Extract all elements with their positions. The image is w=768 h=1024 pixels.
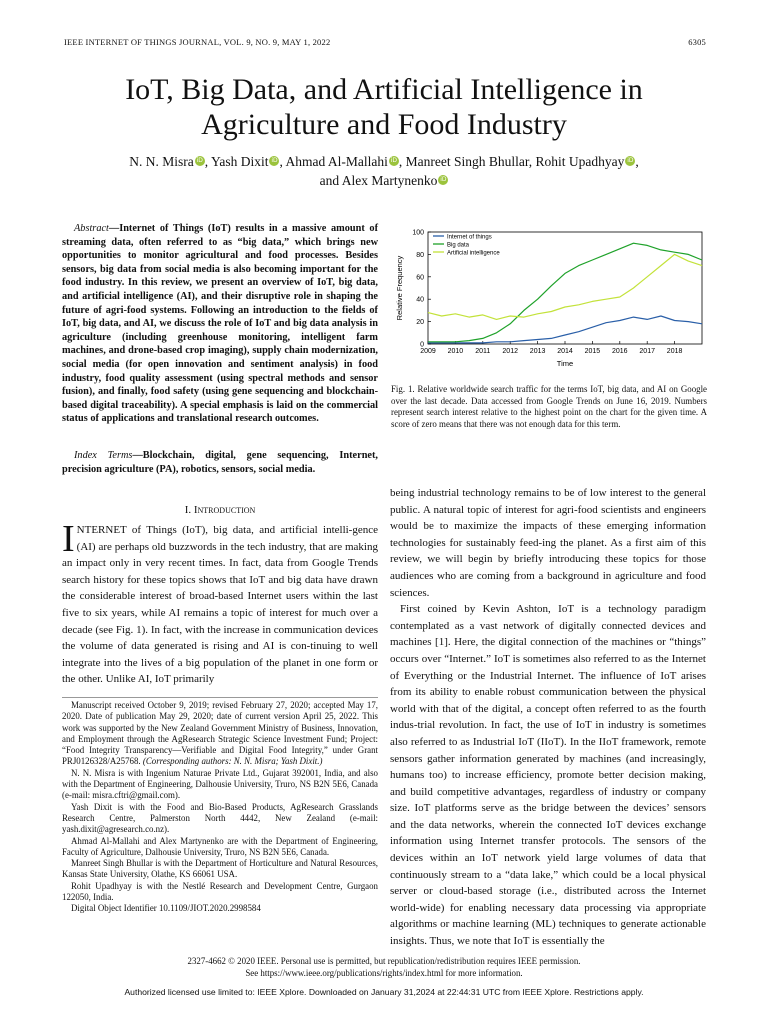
- footnote-corresponding: (Corresponding authors: N. N. Misra; Yash Dixit.): [142, 756, 323, 767]
- x-tick-label: 2018: [666, 348, 683, 355]
- right-column-text: [390, 485, 706, 950]
- footnote-affiliation: Manreet Singh Bhullar is with the Department of Horticulture and Natural Resources, Kansas State University, Olathe, KS 66061 USA.: [62, 858, 378, 880]
- chart-legend: [433, 234, 500, 256]
- section-number: I.: [184, 504, 192, 516]
- chart-axes: [395, 230, 702, 369]
- legend-label: Artificial intelligence: [447, 250, 500, 257]
- orcid-icon[interactable]: iD: [440, 176, 447, 183]
- copyright-line-1: 2327-4662 © 2020 IEEE. Personal use is permitted, but republication/redistribution requires IEEE permission.: [187, 956, 581, 966]
- x-tick-label: 2013: [529, 348, 546, 355]
- orcid-icon[interactable]: iD: [390, 157, 397, 164]
- author-name: Rohit Upadhyay: [535, 154, 625, 169]
- footnote-affiliation: Rohit Upadhyay is with the Nestlé Research and Development Centre, Gurgaon 122050, India.: [62, 880, 378, 903]
- abstract: [62, 222, 378, 426]
- y-tick-label: 100: [412, 229, 424, 237]
- author-name: Manreet Singh Bhullar: [405, 154, 529, 169]
- orcid-icon[interactable]: iD: [627, 157, 634, 164]
- copyright-notice: [0, 955, 768, 979]
- x-tick-label: 2011: [475, 348, 491, 355]
- figure-1-chart: [390, 220, 708, 380]
- intro-text: NTERNET of Things (IoT), big data, and artificial intelli-gence (AI) are perhaps old buzzwords in the tech industry, that are making an impact only in very recent times. In fact, data from Google Trends search history for these topics shows that IoT and big data have drawn the considerable interest of broad-based Internet users within the last five to six years, while AI remains a topic of interest for much over a decade (see Fig. 1). In fact, with the increase in communication devices the volume of data generated is rising and AI is con-tinuing to well integrate into the lives of a big population of the planet in one form or the other. Unlike AI, IoT primarily: [62, 524, 378, 686]
- index-terms-label: Index Terms: [74, 450, 133, 461]
- page-number: 6305: [688, 37, 706, 47]
- legend-label: Big data: [447, 242, 470, 249]
- orcid-icon[interactable]: iD: [271, 157, 278, 164]
- x-tick-label: 2010: [447, 348, 464, 355]
- footnote-affiliation: Ahmad Al-Mallahi and Alex Martynenko are with the Department of Engineering, Faculty of Agriculture, Dalhousie University, Truro, NS B2N 5E6, Canada.: [62, 835, 378, 857]
- footnotes: [62, 700, 378, 915]
- orcid-icon[interactable]: iD: [196, 157, 203, 164]
- y-tick-label: 20: [416, 319, 424, 327]
- series-line: [428, 254, 702, 319]
- footnote-manuscript: Manuscript received October 9, 2019; revised February 27, 2020; accepted May 17, 2020. Date of publication May 29, 2020; date of current version April 25, 2022. This work was supported by the New Zealand Government Ministry of Business, Innovation, and Employment through the AgResearch Strategic Science Investment Fund; Project: “Food Integrity Transparency—Verifiable and Digital Food Integrity,” under Grant PRJ0126328/A25768.: [62, 700, 378, 767]
- author-name: Ahmad Al-Mallahi: [285, 154, 388, 169]
- y-tick-label: 80: [416, 251, 424, 259]
- y-tick-label: 60: [416, 274, 424, 282]
- series-line: [428, 316, 702, 343]
- chart-series: [428, 243, 702, 343]
- footnote-affiliation: Yash Dixit is with the Food and Bio-Based Products, AgResearch Grasslands Research Centre, Palmerston North 4442, New Zealand (e-mail: yash.dixit@agresearch.co.nz).: [62, 801, 378, 835]
- license-notice: Authorized licensed use limited to: IEEE Xplore. Downloaded on January 31,2024 at 22:44:31 UTC from IEEE Xplore. Restrictions apply.: [124, 987, 644, 997]
- abstract-text: —Internet of Things (IoT) results in a massive amount of streaming data, often referred to as “big data,” which brings new opportunities to monitor agricultural and food processes. Besides sensors, big data from social media is also becoming important for the food industry. In this review, we present an overview of IoT, big data, and artificial intelligence (AI), and their disruptive role in shaping the future of agri-food systems. Following an introduction to the fields of IoT, big data, and AI, we discuss the role of IoT and big data analysis in agriculture (including greenhouse monitoring, intelligent farm machines, and drone-based crop imaging), supply chain modernization, social media (for open innovation and sentiment analysis) in food industry, food quality assessment (using spectral methods and sensor fusion), and finally, food safety (using gene sequencing and blockchain-based digital traceability). A special emphasis is laid on the commercial status of applications and translational research outcomes.: [62, 223, 378, 425]
- x-axis-label: Time: [556, 359, 574, 368]
- running-header: IEEE INTERNET OF THINGS JOURNAL, VOL. 9, NO. 9, MAY 1, 2022: [64, 37, 331, 47]
- x-tick-label: 2015: [584, 348, 601, 355]
- y-tick-label: 0: [420, 341, 424, 349]
- author-name: Yash Dixit: [210, 154, 269, 169]
- paragraph: being industrial technology remains to be of low interest to the general public. A natural topic of interest for agri-food scientists and engineers would be to maximize the impacts of these emerging information technologies for sustainably feed-ing the planet. As a first aim of this review, we will begin by briefly introducing these topics for those audiences who are coming from a background in agriculture and food sciences.: [390, 487, 706, 599]
- y-tick-label: 40: [416, 296, 424, 304]
- author-list: N. N. Misra iD , Yash Dixit iD , Ahmad Al-Mallahi iD , Manreet Singh Bhullar, Rohit Upadhyay iD , and Alex Martynenko iD: [129, 154, 639, 188]
- copyright-line-2: See https://www.ieee.org/publications/rights/index.html for more information.: [245, 968, 523, 978]
- legend-label: Internet of things: [447, 234, 492, 241]
- index-terms-text: —Blockchain, digital, gene sequencing, Internet, precision agriculture (PA), robotics, sensors, social media.: [62, 450, 378, 475]
- abstract-label: Abstract: [74, 223, 109, 234]
- paper-title: [0, 72, 768, 142]
- index-terms: [62, 449, 378, 476]
- series-line: [428, 243, 702, 342]
- footnote-affiliation: N. N. Misra is with Ingenium Naturae Private Ltd., Gujarat 392001, India, and also with the Department of Engineering, Dalhousie University, Truro, NS B2N 5E6, Canada (e-mail: misra.cftri@gmail.com).: [62, 767, 378, 801]
- author-name: N. N. Misra: [129, 154, 194, 169]
- footnote-divider: [62, 697, 378, 698]
- plot-frame: [428, 232, 702, 344]
- paragraph: First coined by Kevin Ashton, IoT is a technology paradigm contemplated as a vast network of digitally connected devices and machines [1]. Here, the digital connection of the machines or “things” occurs over “Internet.” IoT is sometimes also referred to as the Internet of Everything or the Industrial Internet. The influence of IoT arises from its ability to enable robust communication between the physical world with that of the digital, a concept often referred to as the fourth indus-trial revolution. In fact, the use of IoT in industry is sometimes also referred to as Industrial IoT (IIoT). In the IIoT framework, remote sensors gather information generated by machines (and increasingly, humans too) to increase efficiency, promote better decision making, and build competitive advantages, regardless of industry or company size. IoT platforms serve as the bridge between the devices’ sensors and the data networks, wherein the connected IoT devices exchange information using Internet transfer protocols. The sensors of the devices within an IoT network yield large volumes of data that continuously stream to a “data lake,” which could be a local physical server or cloud-based storage (i.e., distributed across the Internet world-wide) for enabling necessary data processing via appropriate algorithms or machine learning (ML) techniques to generate actionable insights. Thus, we note that IoT is essentially the: [390, 603, 706, 948]
- x-tick-label: 2017: [639, 348, 655, 355]
- intro-paragraph: [62, 518, 378, 688]
- title-line-2: Agriculture and Food Industry: [201, 108, 567, 141]
- footnote-doi: Digital Object Identifier 10.1109/JIOT.2020.2998584: [71, 903, 261, 914]
- x-tick-label: 2012: [502, 348, 518, 355]
- author-name: Alex Martynenko: [341, 173, 438, 188]
- y-axis-label: Relative Frequency: [395, 255, 404, 321]
- drop-cap: I: [62, 518, 75, 560]
- figure-caption: Fig. 1. Relative worldwide search traffic for the terms IoT, big data, and AI on Google over the last decade. Data accessed from Google Trends on June 16, 2019. Numbers represent search interest relative to the highest point on the chart for the given time. A score of zero means that there was not enough data for this term.: [391, 384, 707, 429]
- title-line-1: IoT, Big Data, and Artificial Intelligence in: [125, 73, 643, 106]
- x-tick-label: 2016: [612, 348, 628, 355]
- section-heading: [62, 504, 378, 516]
- section-title: Introduction: [193, 504, 256, 516]
- x-tick-label: 2009: [420, 348, 436, 355]
- x-tick-label: 2014: [557, 348, 573, 355]
